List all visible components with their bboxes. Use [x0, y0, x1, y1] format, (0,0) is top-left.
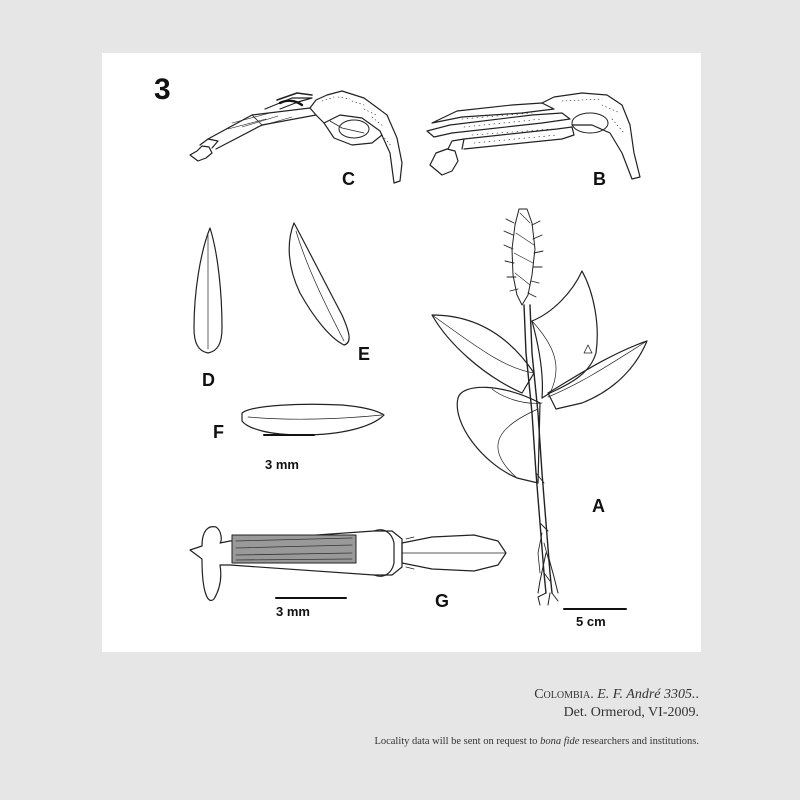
collector-trail: . [695, 687, 699, 702]
figure-label-c: C [342, 169, 355, 189]
whole-plant-a [432, 209, 647, 605]
disclaimer-suffix: researchers and institutions. [582, 736, 699, 747]
disclaimer-emphasis: bona fide [540, 736, 580, 747]
figure-label-b: B [593, 169, 606, 189]
figure-label-g: G [435, 591, 450, 611]
petal-d [194, 228, 222, 353]
sepal-e [289, 223, 349, 345]
country: Colombia. [534, 687, 594, 702]
scale-label-lip: 3 mm [276, 604, 310, 619]
petal-f [242, 404, 384, 435]
figure-label-a: A [592, 496, 605, 516]
collection-line [534, 686, 699, 704]
determination-line: Det. Ormerod, VI-2009. [563, 705, 699, 720]
botanical-drawing [102, 53, 701, 652]
collector: E. F. André 3305. [597, 687, 696, 702]
scale-label-plant: 5 cm [576, 614, 606, 629]
flower-side-view-b [427, 93, 640, 179]
figure-label-f: F [213, 422, 224, 442]
illustration-plate [102, 53, 701, 652]
figure-label-e: E [358, 344, 371, 364]
scale-label-flower: 3 mm [265, 457, 299, 472]
plate-number: 3 [154, 73, 171, 106]
lip-dissection-g [190, 527, 506, 601]
locality-disclaimer [374, 736, 699, 747]
figure-label-d: D [202, 370, 215, 390]
flower-side-view-c [190, 91, 402, 183]
specimen-caption [534, 686, 699, 722]
disclaimer-prefix: Locality data will be sent on request to [374, 736, 538, 747]
